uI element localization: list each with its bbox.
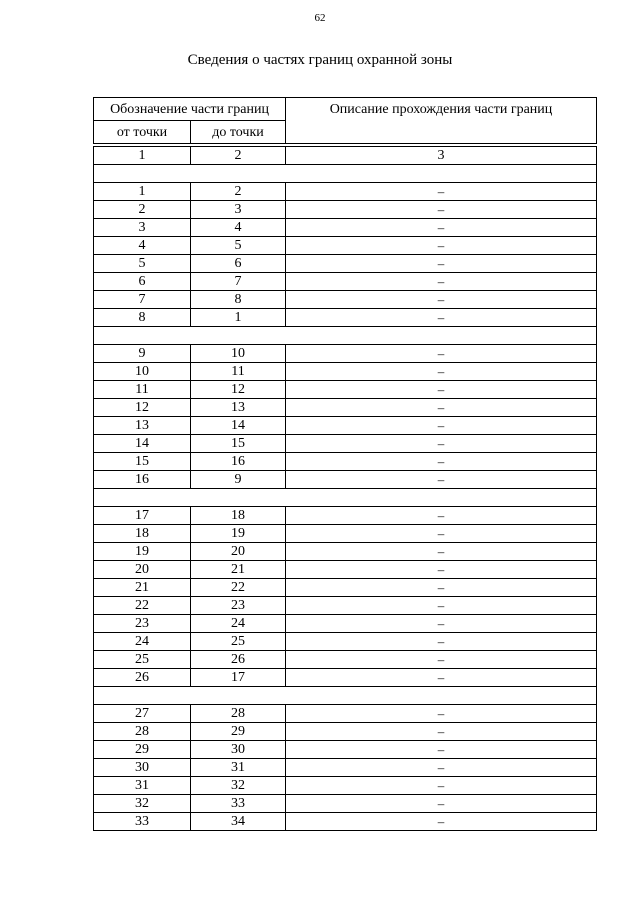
to-point-cell: 11 bbox=[191, 363, 286, 381]
description-cell: – bbox=[286, 363, 597, 381]
table-row bbox=[94, 309, 597, 327]
to-point-cell: 25 bbox=[191, 633, 286, 651]
to-point-cell: 31 bbox=[191, 759, 286, 777]
from-point-cell: 20 bbox=[94, 561, 191, 579]
description-cell: – bbox=[286, 345, 597, 363]
table-row bbox=[94, 561, 597, 579]
description-cell: – bbox=[286, 471, 597, 489]
description-cell: – bbox=[286, 183, 597, 201]
to-point-cell: 13 bbox=[191, 399, 286, 417]
description-cell: – bbox=[286, 579, 597, 597]
table-row bbox=[94, 291, 597, 309]
table-row bbox=[94, 741, 597, 759]
to-point-header: до точки bbox=[191, 121, 286, 144]
table-row bbox=[94, 813, 597, 831]
table-row bbox=[94, 453, 597, 471]
description-cell: – bbox=[286, 273, 597, 291]
to-point-cell: 8 bbox=[191, 291, 286, 309]
boundary-table bbox=[93, 146, 597, 831]
description-cell: – bbox=[286, 723, 597, 741]
table-row bbox=[94, 255, 597, 273]
table-row bbox=[94, 363, 597, 381]
description-cell: – bbox=[286, 561, 597, 579]
description-cell: – bbox=[286, 201, 597, 219]
from-point-cell: 19 bbox=[94, 543, 191, 561]
table-row bbox=[94, 507, 597, 525]
table-row bbox=[94, 273, 597, 291]
table-row bbox=[94, 201, 597, 219]
table-row bbox=[94, 651, 597, 669]
to-point-cell: 21 bbox=[191, 561, 286, 579]
table-row bbox=[94, 471, 597, 489]
to-point-cell: 24 bbox=[191, 615, 286, 633]
description-cell: – bbox=[286, 291, 597, 309]
document-title: Сведения о частях границ охранной зоны bbox=[187, 52, 453, 68]
description-cell: – bbox=[286, 597, 597, 615]
table-row bbox=[94, 525, 597, 543]
to-point-cell: 4 bbox=[191, 219, 286, 237]
to-point-cell: 14 bbox=[191, 417, 286, 435]
to-point-cell: 32 bbox=[191, 777, 286, 795]
column-number: 3 bbox=[286, 147, 597, 165]
table-row bbox=[94, 399, 597, 417]
to-point-cell: 10 bbox=[191, 345, 286, 363]
table-row bbox=[94, 237, 597, 255]
from-point-cell: 3 bbox=[94, 219, 191, 237]
group-separator bbox=[94, 687, 597, 705]
boundary-table-header bbox=[93, 97, 597, 144]
description-cell: – bbox=[286, 615, 597, 633]
to-point-cell: 22 bbox=[191, 579, 286, 597]
from-point-cell: 31 bbox=[94, 777, 191, 795]
group-separator-row bbox=[94, 327, 597, 345]
from-point-cell: 21 bbox=[94, 579, 191, 597]
table-row bbox=[94, 183, 597, 201]
table-row bbox=[94, 435, 597, 453]
from-point-cell: 24 bbox=[94, 633, 191, 651]
to-point-cell: 33 bbox=[191, 795, 286, 813]
to-point-cell: 3 bbox=[191, 201, 286, 219]
description-cell: – bbox=[286, 507, 597, 525]
table-row bbox=[94, 759, 597, 777]
column-number-row bbox=[94, 147, 597, 165]
group-separator bbox=[94, 327, 597, 345]
to-point-cell: 23 bbox=[191, 597, 286, 615]
description-cell: – bbox=[286, 417, 597, 435]
page-number: 62 bbox=[314, 12, 326, 24]
group-separator bbox=[94, 165, 597, 183]
group-separator-row bbox=[94, 489, 597, 507]
description-cell: – bbox=[286, 813, 597, 831]
table-row bbox=[94, 543, 597, 561]
from-point-cell: 4 bbox=[94, 237, 191, 255]
to-point-cell: 19 bbox=[191, 525, 286, 543]
from-point-cell: 33 bbox=[94, 813, 191, 831]
from-point-cell: 25 bbox=[94, 651, 191, 669]
description-cell: – bbox=[286, 651, 597, 669]
from-point-cell: 14 bbox=[94, 435, 191, 453]
table-row bbox=[94, 219, 597, 237]
description-cell: – bbox=[286, 705, 597, 723]
description-cell: – bbox=[286, 453, 597, 471]
from-point-cell: 10 bbox=[94, 363, 191, 381]
table-row bbox=[94, 669, 597, 687]
from-point-cell: 30 bbox=[94, 759, 191, 777]
to-point-cell: 15 bbox=[191, 435, 286, 453]
table-row bbox=[94, 633, 597, 651]
to-point-cell: 17 bbox=[191, 669, 286, 687]
to-point-cell: 2 bbox=[191, 183, 286, 201]
description-cell: – bbox=[286, 543, 597, 561]
group-separator-row bbox=[94, 165, 597, 183]
description-cell: – bbox=[286, 759, 597, 777]
to-point-cell: 7 bbox=[191, 273, 286, 291]
table-row bbox=[94, 777, 597, 795]
from-point-cell: 6 bbox=[94, 273, 191, 291]
from-point-header: от точки bbox=[94, 121, 191, 144]
to-point-cell: 1 bbox=[191, 309, 286, 327]
to-point-cell: 5 bbox=[191, 237, 286, 255]
to-point-cell: 28 bbox=[191, 705, 286, 723]
description-cell: – bbox=[286, 525, 597, 543]
table-row bbox=[94, 579, 597, 597]
column-number: 1 bbox=[94, 147, 191, 165]
group-separator bbox=[94, 489, 597, 507]
description-cell: – bbox=[286, 777, 597, 795]
from-point-cell: 16 bbox=[94, 471, 191, 489]
column-number: 2 bbox=[191, 147, 286, 165]
from-point-cell: 11 bbox=[94, 381, 191, 399]
to-point-cell: 9 bbox=[191, 471, 286, 489]
description-cell: – bbox=[286, 399, 597, 417]
from-point-cell: 23 bbox=[94, 615, 191, 633]
from-point-cell: 1 bbox=[94, 183, 191, 201]
table-row bbox=[94, 381, 597, 399]
description-cell: – bbox=[286, 741, 597, 759]
from-point-cell: 28 bbox=[94, 723, 191, 741]
description-cell: – bbox=[286, 795, 597, 813]
description-cell: – bbox=[286, 633, 597, 651]
to-point-cell: 6 bbox=[191, 255, 286, 273]
from-point-cell: 32 bbox=[94, 795, 191, 813]
from-point-cell: 8 bbox=[94, 309, 191, 327]
description-cell: – bbox=[286, 309, 597, 327]
description-cell: – bbox=[286, 237, 597, 255]
table-row bbox=[94, 345, 597, 363]
to-point-cell: 34 bbox=[191, 813, 286, 831]
description-cell: – bbox=[286, 219, 597, 237]
to-point-cell: 30 bbox=[191, 741, 286, 759]
from-point-cell: 27 bbox=[94, 705, 191, 723]
description-header: Описание прохождения части границ bbox=[286, 98, 597, 144]
from-point-cell: 17 bbox=[94, 507, 191, 525]
group-separator-row bbox=[94, 687, 597, 705]
from-point-cell: 12 bbox=[94, 399, 191, 417]
from-point-cell: 15 bbox=[94, 453, 191, 471]
table-row bbox=[94, 705, 597, 723]
to-point-cell: 12 bbox=[191, 381, 286, 399]
from-point-cell: 9 bbox=[94, 345, 191, 363]
designation-header: Обозначение части границ bbox=[94, 98, 286, 121]
from-point-cell: 26 bbox=[94, 669, 191, 687]
table-row bbox=[94, 795, 597, 813]
description-cell: – bbox=[286, 435, 597, 453]
from-point-cell: 22 bbox=[94, 597, 191, 615]
from-point-cell: 5 bbox=[94, 255, 191, 273]
table-row bbox=[94, 597, 597, 615]
to-point-cell: 20 bbox=[191, 543, 286, 561]
to-point-cell: 16 bbox=[191, 453, 286, 471]
from-point-cell: 29 bbox=[94, 741, 191, 759]
to-point-cell: 18 bbox=[191, 507, 286, 525]
table-row bbox=[94, 615, 597, 633]
description-cell: – bbox=[286, 669, 597, 687]
from-point-cell: 13 bbox=[94, 417, 191, 435]
from-point-cell: 18 bbox=[94, 525, 191, 543]
table-row bbox=[94, 723, 597, 741]
description-cell: – bbox=[286, 381, 597, 399]
to-point-cell: 29 bbox=[191, 723, 286, 741]
to-point-cell: 26 bbox=[191, 651, 286, 669]
table-row bbox=[94, 417, 597, 435]
from-point-cell: 2 bbox=[94, 201, 191, 219]
description-cell: – bbox=[286, 255, 597, 273]
from-point-cell: 7 bbox=[94, 291, 191, 309]
